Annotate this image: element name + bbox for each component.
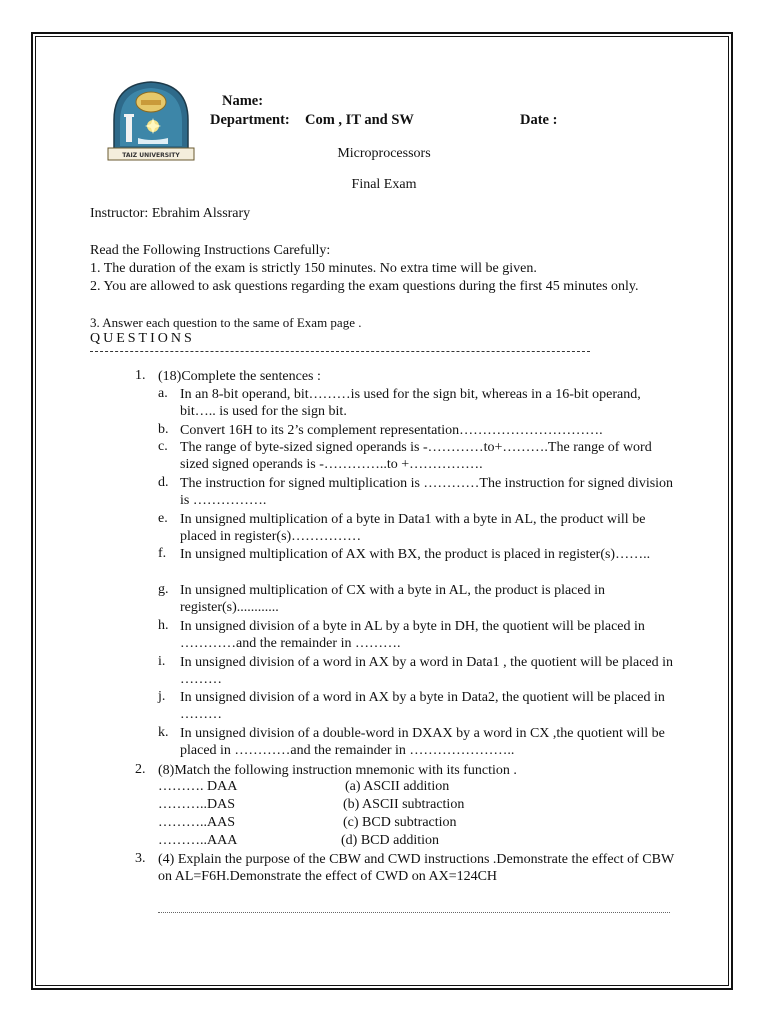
question-text: (4) Explain the purpose of the CBW and CWD instructions .Demonstrate the effect of CBW on AL=F6H.Demonstrate the effect of CWD on AX=124CH [158,852,674,884]
exam-title: Final Exam [351,177,417,192]
question-text: (8)Match the following instruction mnemonic with its function . [158,763,517,778]
question-number: 1. [135,368,146,383]
part-text: The instruction for signed multiplication is …………The instruction for signed division is ……………. [180,476,674,508]
part-letter: i. [158,654,166,669]
part-letter: d. [158,475,169,490]
match-mnemonic: ………..DAS [158,797,236,812]
part-text: In unsigned multiplication of AX with BX, the product is placed in register(s)…….. [180,547,651,562]
question-number: 2. [135,762,146,777]
part-text: In an 8-bit operand, bit………is used for the sign bit, whereas in a 16-bit operand, bit….. is used for the sign bit. [180,387,641,419]
date-label: Date : [520,112,558,128]
match-mnemonic: ………..AAA [158,833,238,848]
part-text: In unsigned multiplication of CX with a byte in AL, the product is placed in register(s)............ [180,583,605,615]
part-text: In unsigned division of a word in AX by a word in Data1 , the quotient will be placed in ……… [180,655,674,687]
separator-line [90,351,590,352]
part-letter: c. [158,439,168,454]
part-letter: j. [158,689,166,704]
question-text: (18)Complete the sentences : [158,369,321,384]
match-function: (b) ASCII subtraction [343,797,465,812]
logo-text: TAIZ UNIVERSITY [122,152,180,159]
part-letter: k. [158,725,169,740]
part-letter: g. [158,582,169,597]
part-letter: a. [158,386,168,401]
name-label: Name: [222,93,264,109]
part-letter: f. [158,546,167,561]
part-text: Convert 16H to its 2’s complement representation…………………………. [180,423,603,438]
answer-line [158,912,670,913]
match-function: (a) ASCII addition [345,779,450,794]
course-title: Microprocessors [337,146,431,161]
part-letter: h. [158,618,169,633]
department-label: Department: [210,112,290,128]
part-text: In unsigned division of a byte in AL by a byte in DH, the quotient will be placed in …………and the remainder in ………. [180,619,645,651]
part-text: The range of byte-sized signed operands is -…………to+……….The range of word sized signed operands is -…………..to +……………. [180,440,652,472]
questions-heading: QUESTIONS [90,331,195,346]
instruction-item: 1. The duration of the exam is strictly 150 minutes. No extra time will be given. [90,261,537,276]
instruction-item: 3. Answer each question to the same of Exam page . [90,315,362,330]
part-letter: b. [158,422,169,437]
part-text: In unsigned multiplication of a byte in Data1 with a byte in AL, the product will be placed in register(s)…………… [180,512,646,544]
part-text: In unsigned division of a double-word in DXAX by a word in CX ,the quotient will be placed in …………and the remainder in ………………….. [180,726,665,758]
match-function: (d) BCD addition [341,833,439,848]
match-mnemonic: ………. DAA [158,779,238,794]
instructions-title: Read the Following Instructions Carefully: [90,243,331,258]
department-value: Com , IT and SW [305,112,414,128]
question-number: 3. [135,851,146,866]
instructor: Instructor: Ebrahim Alssrary [90,206,251,221]
match-mnemonic: ………..AAS [158,815,236,830]
part-letter: e. [158,511,168,526]
part-text: In unsigned division of a word in AX by a byte in Data2, the quotient will be placed in ……… [180,690,665,722]
instruction-item: 2. You are allowed to ask questions regarding the exam questions during the first 45 minutes only. [90,279,639,294]
match-function: (c) BCD subtraction [343,815,457,830]
